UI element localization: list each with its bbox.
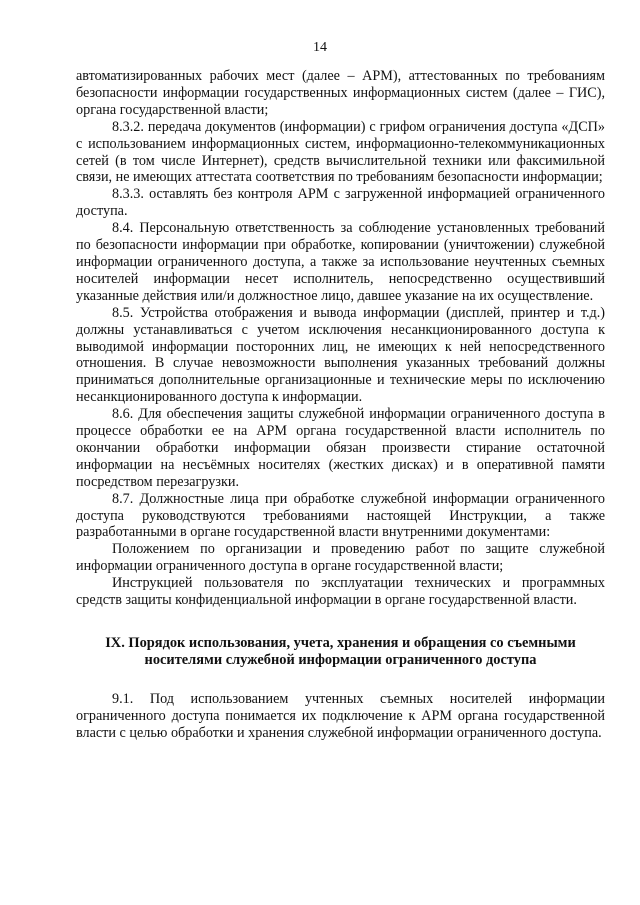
page-number: 14	[313, 40, 327, 55]
document-body	[76, 68, 605, 742]
paragraph-8-4: 8.4. Персональную ответственность за соблюдение установленных требований по безопасности информации при обработке, копировании (уничтожении) служебной информации ограниченного доступа, а также за использование неучтенных съемных носителей информации несет исполнитель, непосредственно осуществивший указанные действия или/и должностное лицо, давшее указание на их осуществление.	[76, 220, 605, 304]
paragraph-continuation: автоматизированных рабочих мест (далее – АРМ), аттестованных по требованиям безопасности информации государственных информационных систем (далее – ГИС), органа государственной власти;	[76, 68, 605, 118]
paragraph-8-6: 8.6. Для обеспечения защиты служебной информации ограниченного доступа в процессе обработки ее на АРМ органа государственной власти исполнитель по окончании обработки информации обязан произвести стирание остаточной информации на несъёмных носителях (жестких дисках) и в оперативной памяти посредством перезагрузки.	[76, 406, 605, 490]
paragraph-8-5: 8.5. Устройства отображения и вывода информации (дисплей, принтер и т.д.) должны устанавливаться с учетом исключения несанкционированного доступа к выводимой информации посторонних лиц, не имеющих к ней непосредственного отношения. В случае невозможности выполнения указанных требований должны приниматься дополнительные организационные и технические меры по исключению несанкционированного доступа к информации.	[76, 304, 605, 406]
paragraph-8-7: 8.7. Должностные лица при обработке служебной информации ограниченного доступа руководствуются требованиями настоящей Инструкции, а также разработанными в органе государственной власти внутренними документами:	[76, 490, 605, 541]
paragraph-user-instruction: Инструкцией пользователя по эксплуатации технических и программных средств защиты конфиденциальной информации в органе государственной власти.	[76, 575, 605, 609]
paragraph-regulation: Положением по организации и проведению работ по защите служебной информации ограниченного доступа в органе государственной власти;	[76, 541, 605, 575]
paragraph-8-3-2: 8.3.2. передача документов (информации) с грифом ограничения доступа «ДСП» с использованием информационных систем, информационно-телекоммуникационных сетей (в том числе Интернет), средств вычислительной техники или факсимильной связи, не имеющих аттестата соответствия по требованиям безопасности информации;	[76, 118, 605, 186]
section-heading-ix: IX. Порядок использования, учета, хранения и обращения со съемными носителями служебной информации ограниченного доступа	[105, 635, 576, 668]
paragraph-9-1: 9.1. Под использованием учтенных съемных носителей информации ограниченного доступа понимается их подключение к АРМ органа государственной власти с целью обработки и хранения служебной информации ограниченного доступа.	[76, 691, 605, 741]
paragraph-8-3-3: 8.3.3. оставлять без контроля АРМ с загруженной информацией ограниченного доступа.	[76, 186, 605, 220]
